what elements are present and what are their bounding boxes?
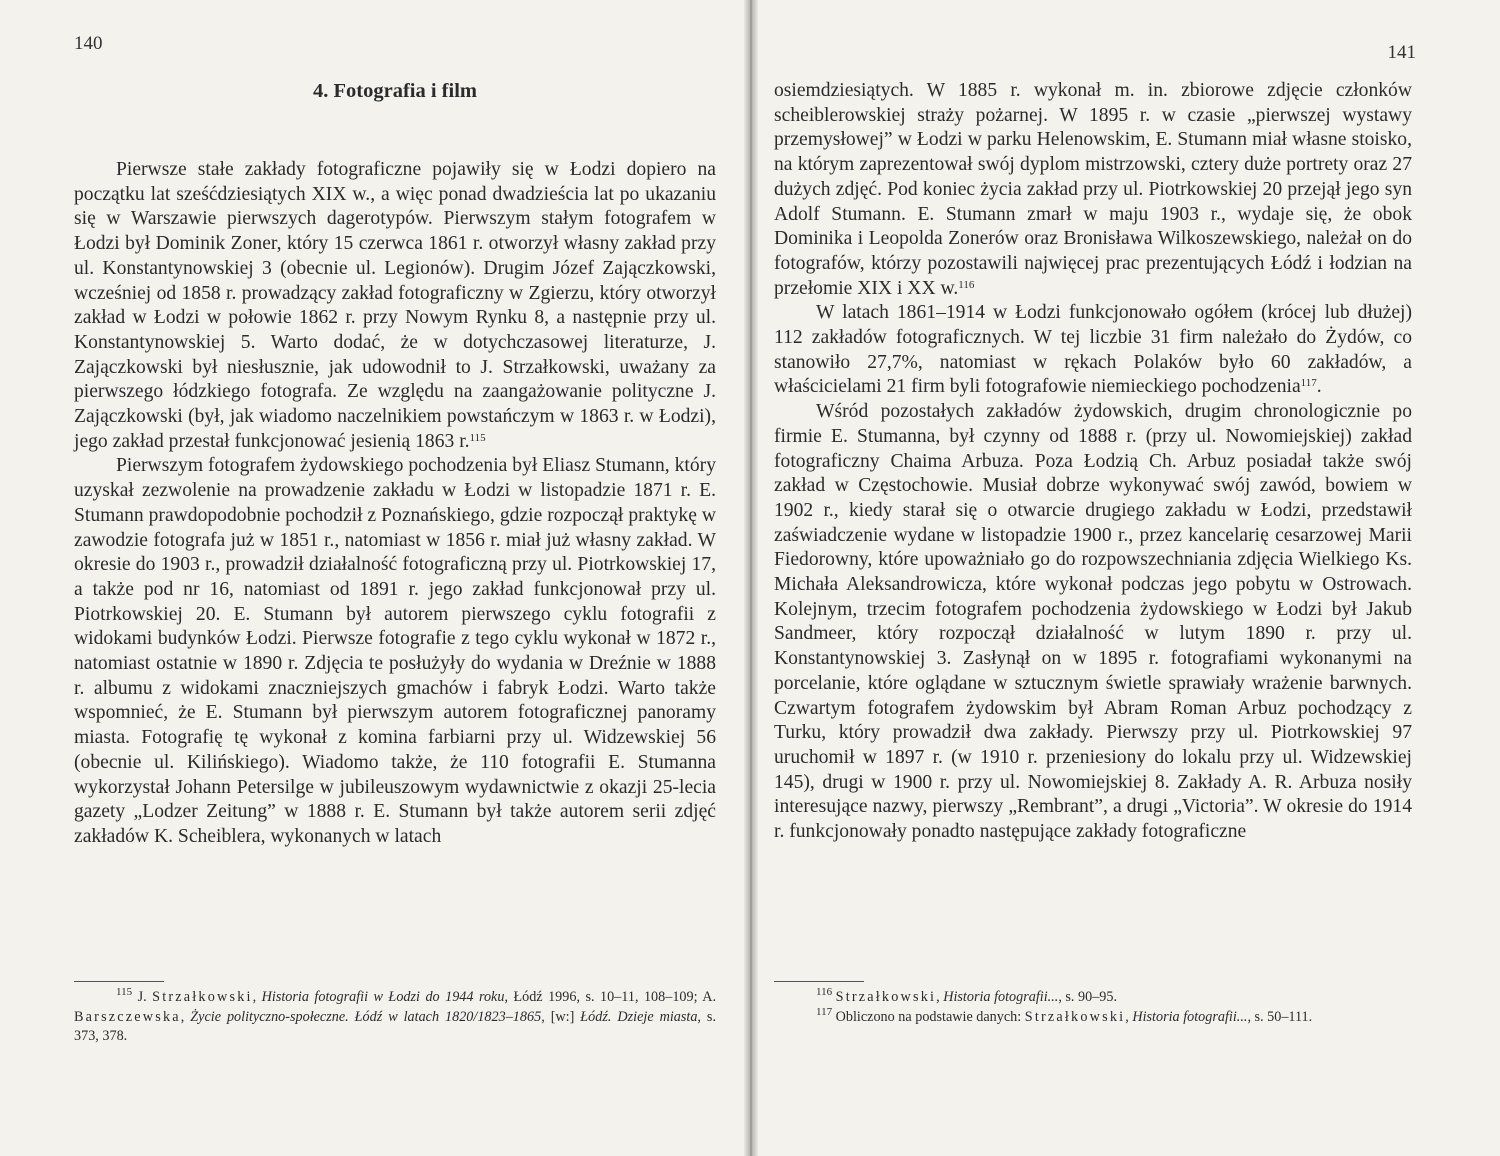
- footnote-text: , s. 50–111.: [1247, 1008, 1313, 1025]
- left-page: [0, 0, 744, 1156]
- paragraph: [774, 79, 1412, 301]
- footnote-text: , s. 373, 378.: [74, 1008, 716, 1044]
- paragraph-text: W latach 1861–1914 w Łodzi funkcjonowało ogółem (krócej lub dłużej) 112 zakładów fotograficznych. W tej liczbie 31 firm należało do Żydów, co stanowiło 27,7%, natomiast w rękach Polaków było 60 zakładów, a właścicielami 21 firm byli fotografowie niemieckiego pochodzenia: [774, 302, 1412, 398]
- paragraph-text: Wśród pozostałych zakładów żydowskich, drugim chronologicznie po firmie E. Stumanna, był czynny od 1888 r. (przy ul. Nowomiejskiej) zakład fotograficzny Chaima Arbuza. Poza Łodzią Ch. Arbuz posiadał także swój zakład w Częstochowie. Musiał dobrze wykonywać swój zawód, bowiem w 1902 r., kiedy starał się o otwarcie drugiego zakładu w Łodzi, przedstawił zaświadczenie wydane w listopadzie 1900 r., przez kancelarię cesarzowej Marii Fiedorowny, które upoważniało go do rozpowszechniania zdjęcia Wielkiego Ks. Michała Aleksandrowicza, które wykonał podczas jego pobytu w Ostrowach. Kolejnym, trzecim fotografem pochodzenia żydowskiego w Łodzi był Jakub Sandmeer, który rozpoczął działalność w lutym 1890 r. przy ul. Konstantynowskiej 3. Zasłynął on w 1895 r. fotografiami wykonanymi na porcelanie, które oglądane w sztucznym świetle sprawiały wrażenie barwnych. Czwartym fotografem żydowskim był Abram Roman Arbuz pochodzący z Turku, który prowadził dwa zakłady. Pierwszy przy ul. Piotrkowskiej 97 uruchomił w 1897 r. (w 1910 r. przeniesiony do lokalu przy ul. Widzewskiej 145), drugi w 1900 r. przy ul. Nowomiejskiej 8. Zakłady A. R. Arbuza nosiły interesujące nazwy, pierwszy „Rembrant”, a drugi „Victoria”. W okresie do 1914 r. funkcjonowały ponadto następujące zakłady fotograficzne: [774, 401, 1412, 843]
- footnotes: [774, 988, 1412, 1027]
- footnote-text: ,: [936, 989, 940, 1005]
- footnote-author: Strzałkowski: [152, 989, 253, 1005]
- paragraph: [774, 400, 1412, 845]
- footnote-author: Barszczewska: [74, 1008, 181, 1025]
- footnote-text: ,: [252, 989, 257, 1005]
- footnote-author: Strzałkowski: [835, 989, 937, 1005]
- paragraph: [774, 301, 1412, 400]
- paragraph-text: Pierwsze stałe zakłady fotograficzne pojawiły się w Łodzi dopiero na początku lat sześćdziesiątych XIX w., a więc ponad dwadzieścia lat po ukazaniu się w Warszawie pierwszych dagerotypów. Pierwszym stałym fotografem w Łodzi był Dominik Zoner, który 15 czerwca 1861 r. otworzył własny zakład przy ul. Konstantynowskiej 3 (obecnie ul. Legionów). Drugim Józef Zajączkowski, wcześniej od 1858 r. prowadzący zakład fotograficzny w Zgierzu, który otworzył zakład w Łodzi w połowie 1862 r. przy Nowym Rynku 8, a następnie przy ul. Konstantynowskiej 5. Warto dodać, że w dotychczasowej literaturze, J. Zajączkowski był niesłusznie, jak udowodnił to J. Strzałkowski, uważany za pierwszego łódzkiego fotografa. Ze względu na zaangażowanie polityczne J. Zajączkowski (był, jak wiadomo naczelnikiem powstańczym w 1863 r. w Łodzi), jego zakład przestał funkcjonować jesienią 1863 r.: [74, 159, 716, 452]
- body-text: [774, 79, 1412, 845]
- footnote-text: ,: [1125, 1008, 1129, 1025]
- footnote-divider: [74, 981, 164, 982]
- footnote: [774, 1005, 1412, 1028]
- footnote-number: 116: [816, 986, 833, 998]
- body-text: [74, 158, 716, 850]
- footnote-text: ,: [180, 1008, 185, 1025]
- right-page: [758, 0, 1500, 1156]
- footnote: [74, 988, 716, 1047]
- paragraph-text: Pierwszym fotografem żydowskiego pochodzenia był Eliasz Stumann, który uzyskał zezwolenie na prowadzenie zakładu w Łodzi w listopadzie 1871 r. E. Stumann prawdopodobnie pochodził z Poznańskiego, gdzie rozpoczął praktykę w zawodzie fotografa już w 1851 r., natomiast w 1856 r. miał już własny zakład. W okresie do 1903 r., prowadził działalność fotograficzną przy ul. Piotrkowskiej 17, a także pod nr 16, natomiast od 1891 r. jego zakład funkcjonował przy ul. Piotrkowskiej 20. E. Stumann był autorem pierwszego cyklu fotografii z widokami budynków Łodzi. Pierwsze fotografie z tego cyklu wykonał w 1872 r., natomiast ostatnie w 1890 r. Zdjęcia te posłużyły do wydania w Dreźnie w 1888 r. albumu z widokami znaczniejszych gmachów i fabryk Łodzi. Warto także wspomnieć, że E. Stumann był pierwszym autorem fotograficznej panoramy miasta. Fotografię tę wykonał z komina farbiarni przy ul. Widzewskiej 56 (obecnie ul. Kilińskiego). Wiadomo także, że 110 fotografii E. Stumanna wykorzystał Johann Petersilge w jubileuszowym wydawnictwie z okazji 25-lecia gazety „Lodzer Zeitung” w 1888 r. E. Stumann był także autorem serii zdjęć zakładów K. Scheiblera, wykonanych w latach: [74, 455, 716, 847]
- footnote-title: Łódź. Dzieje miasta: [580, 1008, 698, 1025]
- footnote-text: , s. 90–95.: [1058, 989, 1118, 1005]
- footnote-text: , [w:]: [541, 1008, 575, 1025]
- footnote-title: Historia fotografii...: [1132, 1008, 1248, 1025]
- footnote-ref: 116: [958, 278, 975, 291]
- footnote-divider: [774, 981, 864, 982]
- section-heading: 4. Fotografia i film: [313, 80, 477, 102]
- footnote-ref: 117: [1300, 377, 1317, 390]
- footnote-text: J.: [137, 989, 147, 1005]
- footnote-ref: 115: [469, 431, 486, 444]
- footnote-title: Historia fotografii...: [943, 989, 1059, 1005]
- book-gutter: [744, 0, 758, 1156]
- paragraph-text: .: [1316, 376, 1322, 398]
- footnote-title: Życie polityczno-społeczne. Łódź w latach 1820/1823–1865: [190, 1008, 542, 1025]
- footnote-number: 115: [116, 986, 133, 998]
- page-number: 141: [1387, 42, 1416, 63]
- footnote-text: , Łódź 1996, s. 10–11, 108–109; A.: [504, 989, 717, 1005]
- paragraph-text: osiemdziesiątych. W 1885 r. wykonał m. in. zbiorowe zdjęcie członków scheiblerowskiej straży pożarnej. W 1895 r. w czasie „pierwszej wystawy przemysłowej” w Łodzi w parku Helenowskim, E. Stumann miał własne stoisko, na którym zaprezentował swój dyplom mistrzowski, cztery duże portrety oraz 27 dużych zdjęć. Pod koniec życia zakład przy ul. Piotrkowskiej 20 przejął jego syn Adolf Stumann. E. Stumann zmarł w maju 1903 r., wydaje się, że obok Dominika i Leopolda Zonerów oraz Bronisława Wilkoszewskiego, należał on do fotografów, którzy pozostawili najwięcej prac prezentujących Łódź i łodzian na przełomie XIX i XX w.: [774, 80, 1412, 299]
- paragraph: [74, 454, 716, 849]
- footnote-number: 117: [816, 1005, 833, 1018]
- footnote: [774, 988, 1412, 1008]
- footnote-title: Historia fotografii w Łodzi do 1944 roku: [261, 989, 505, 1005]
- footnote-author: Strzałkowski: [1024, 1008, 1126, 1025]
- footnotes: [74, 988, 716, 1047]
- page-number: 140: [74, 33, 103, 54]
- footnote-text: Obliczono na podstawie danych:: [835, 1008, 1022, 1025]
- paragraph: [74, 158, 716, 454]
